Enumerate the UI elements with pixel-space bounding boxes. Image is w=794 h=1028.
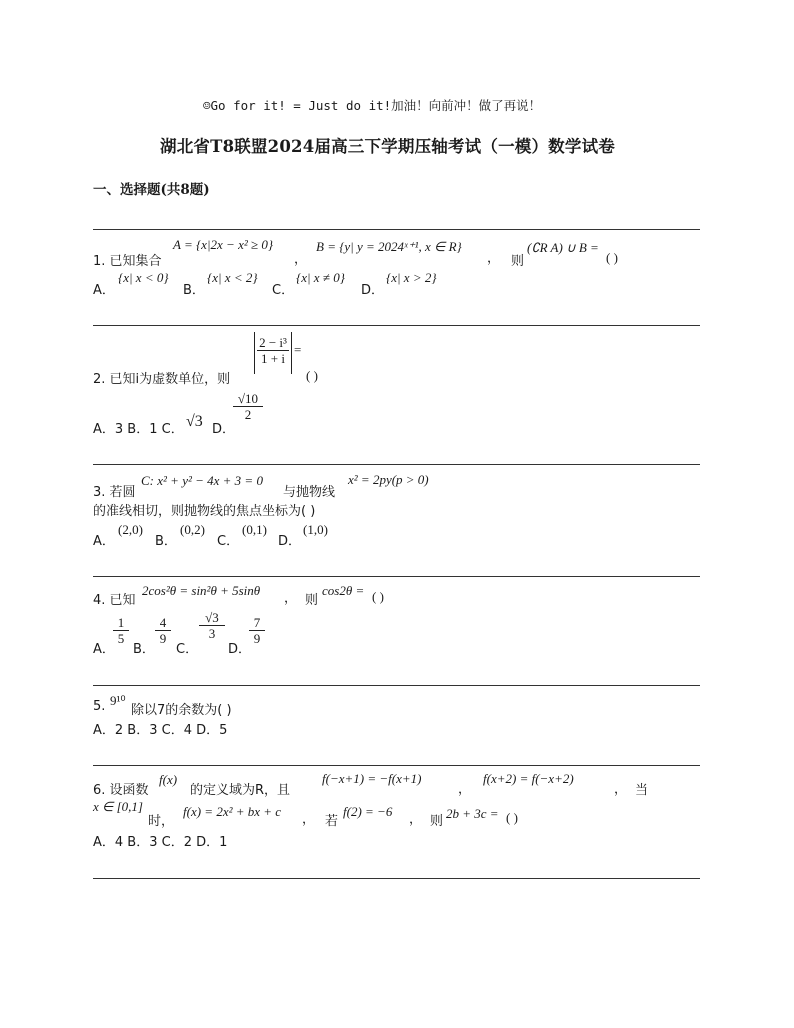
page-title: 湖北省T8联盟2024届高三下学期压轴考试（一模）数学试卷 (160, 137, 615, 156)
fraction-numerator: √10 (233, 391, 263, 407)
parabola-equation: x² = 2py(p > 0) (348, 472, 429, 487)
option-d-label: D． (228, 642, 252, 657)
option-b-label: B． (183, 283, 205, 298)
answer-blank: ( ) (506, 810, 518, 825)
options-row: A．2 B．3 C．4 D．5 (93, 723, 228, 738)
question-4-stem: 4. 已知 (93, 593, 136, 608)
comma: ， (302, 812, 316, 827)
option-a-label: A． (93, 642, 115, 657)
fraction-numerator: √3 (199, 610, 225, 626)
power-expression: 9¹⁰ (110, 693, 126, 708)
option-d-fraction (249, 615, 265, 646)
answer-blank: ( ) (372, 589, 384, 604)
question-2-stem: 2. 已知i为虚数单位，则 (93, 372, 231, 387)
option-b-label: B． (155, 534, 177, 549)
interval-expression: x ∈ [0,1] (93, 799, 143, 814)
option-c-label: C． (217, 534, 240, 549)
fraction-denominator: 1 + i (261, 351, 285, 366)
then-text: 则 (430, 814, 444, 829)
trig-equation: 2cos²θ = sin²θ + 5sinθ (142, 583, 261, 598)
odd-symmetry-condition: f(−x+1) = −f(x+1) (322, 771, 422, 786)
function-definition: f(x) = 2x² + bx + c (183, 804, 282, 819)
option-c-value: √3 (186, 413, 203, 430)
option-a-value: (2,0) (118, 522, 143, 537)
target-expression: 2b + 3c = (446, 806, 499, 821)
comma: ， (614, 782, 628, 797)
divider (93, 576, 700, 577)
question-3-stem: 3. 若圆 (93, 485, 136, 500)
function-symbol: f(x) (159, 772, 178, 787)
then-text: 则 (511, 254, 525, 269)
comma: ， (284, 591, 298, 606)
divider (93, 229, 700, 230)
comma: ， (458, 782, 472, 797)
fraction (257, 335, 289, 366)
option-b-fraction (155, 615, 171, 646)
option-d-value: {x| x > 2} (386, 270, 437, 285)
option-a-label: A． (93, 534, 115, 549)
comma: ， (487, 251, 501, 266)
complement-union-formula: (∁R A) ∪ B = (527, 240, 599, 255)
divider (93, 325, 700, 326)
divider (93, 464, 700, 465)
stem-text: 若 (325, 814, 339, 829)
option-a-value: {x| x < 0} (118, 270, 169, 285)
stem-text: 与抛物线 (283, 485, 336, 500)
divider (93, 765, 700, 766)
question-6-stem: 6. 设函数 (93, 783, 149, 798)
option-c-fraction (199, 610, 225, 641)
stem-text: 除以7的余数为( ) (131, 703, 232, 718)
cos2theta-expression: cos2θ = (322, 583, 365, 598)
stem-text: 的准线相切，则抛物线的焦点坐标为( ) (93, 504, 316, 519)
set-b-formula: B = {y| y = 2024ˣ⁺¹, x ∈ R} (316, 239, 462, 254)
fraction-numerator: 1 (113, 615, 129, 631)
stem-text: 时， (148, 814, 175, 829)
fraction-numerator: 4 (155, 615, 171, 631)
option-d-fraction (233, 391, 263, 422)
motto: ☺Go for it! = Just do it!加油！向前冲！做了再说！ (203, 98, 542, 113)
value-condition: f(2) = −6 (343, 804, 393, 819)
then-text: 则 (305, 593, 319, 608)
comma: ， (294, 252, 308, 267)
option-b-value: {x| x < 2} (207, 270, 258, 285)
section-heading: 一、选择题(共8题) (93, 182, 210, 198)
stem-text: 当 (635, 783, 649, 798)
question-5-number: 5. (93, 699, 106, 714)
option-c-label: C． (272, 283, 295, 298)
even-symmetry-condition: f(x+2) = f(−x+2) (483, 771, 574, 786)
fraction-numerator: 7 (249, 615, 265, 631)
answer-blank: ( ) (606, 250, 618, 265)
divider (93, 685, 700, 686)
option-d-value: (1,0) (303, 522, 328, 537)
option-c-value: (0,1) (242, 522, 267, 537)
answer-blank: ( ) (306, 368, 318, 383)
stem-text: 的定义域为R，且 (190, 783, 291, 798)
equals-sign: = (294, 342, 302, 357)
fraction-denominator: 9 (253, 631, 261, 646)
option-b-label: B． (133, 642, 155, 657)
comma: ， (409, 812, 423, 827)
options-row: A．3 B．1 C． (93, 422, 184, 437)
question-1-stem: 1. 已知集合 (93, 254, 162, 269)
option-d-label: D． (278, 534, 302, 549)
fraction-denominator: 3 (208, 626, 216, 641)
option-a-fraction (113, 615, 129, 646)
fraction-denominator: 5 (117, 631, 125, 646)
option-d-label: D． (212, 422, 236, 437)
option-d-label: D． (361, 283, 385, 298)
options-row: A．4 B．3 C．2 D．1 (93, 835, 228, 850)
divider (93, 878, 700, 879)
option-a-label: A． (93, 283, 115, 298)
fraction-denominator: 9 (159, 631, 167, 646)
fraction-numerator: 2 − i³ (257, 335, 289, 351)
set-a-formula: A = {x|2x − x² ≥ 0} (173, 237, 274, 252)
option-c-value: {x| x ≠ 0} (296, 270, 345, 285)
fraction-denominator: 2 (244, 407, 252, 422)
option-b-value: (0,2) (180, 522, 205, 537)
circle-equation: C: x² + y² − 4x + 3 = 0 (141, 473, 263, 488)
option-c-label: C． (176, 642, 199, 657)
